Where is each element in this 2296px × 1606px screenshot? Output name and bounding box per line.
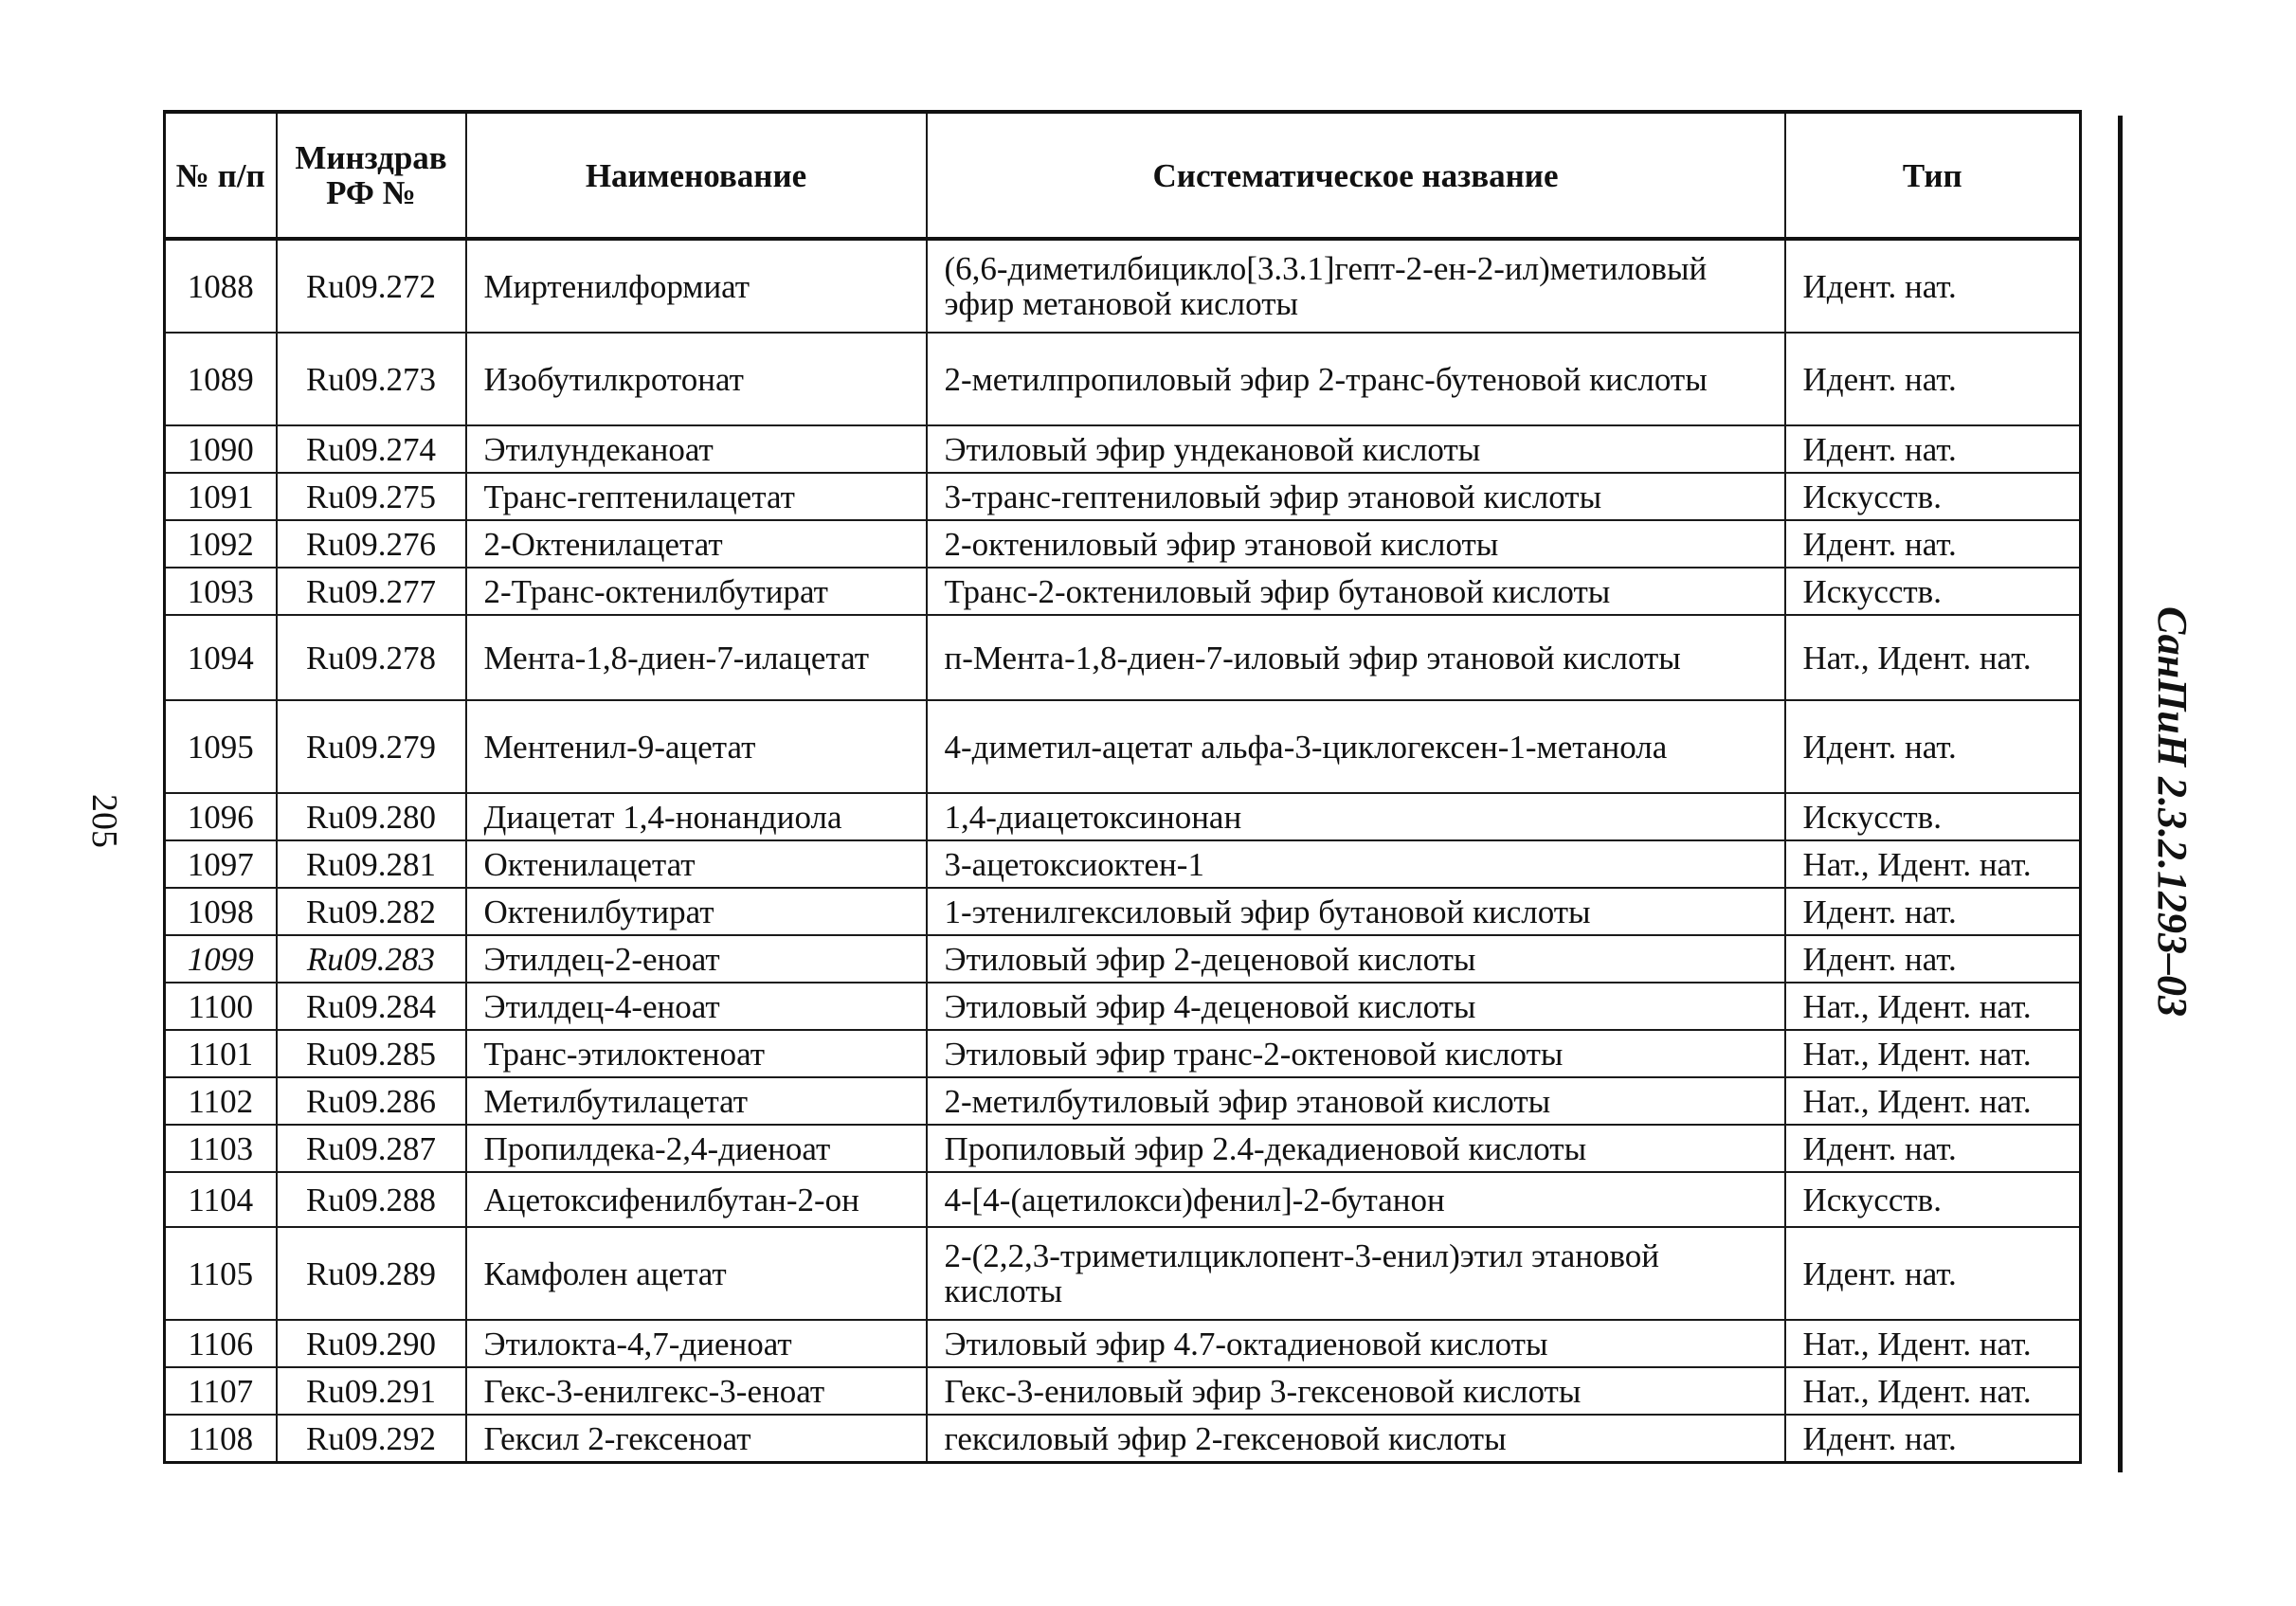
cell-name: Этилокта-4,7-диеноат — [466, 1320, 927, 1367]
cell-type: Нат., Идент. нат. — [1785, 1320, 2081, 1367]
cell-registration: Ru09.287 — [277, 1125, 466, 1172]
cell-registration: Ru09.284 — [277, 983, 466, 1030]
table-row — [165, 888, 2081, 935]
cell-number: 1106 — [165, 1320, 277, 1367]
cell-systematic-name: 4-диметил-ацетат альфа-3-циклогексен-1-метанола — [927, 700, 1785, 793]
cell-type: Нат., Идент. нат. — [1785, 983, 2081, 1030]
cell-type: Нат., Идент. нат. — [1785, 840, 2081, 888]
cell-registration: Ru09.280 — [277, 793, 466, 840]
cell-registration: Ru09.285 — [277, 1030, 466, 1077]
cell-number: 1089 — [165, 333, 277, 425]
cell-number: 1094 — [165, 615, 277, 700]
cell-number: 1104 — [165, 1172, 277, 1227]
cell-systematic-name: 1-этенилгексиловый эфир бутановой кислоты — [927, 888, 1785, 935]
table-row — [165, 793, 2081, 840]
cell-name: Ментенил-9-ацетат — [466, 700, 927, 793]
cell-registration: Ru09.288 — [277, 1172, 466, 1227]
cell-name: Октенилбутират — [466, 888, 927, 935]
table-row — [165, 1172, 2081, 1227]
cell-number: 1095 — [165, 700, 277, 793]
cell-name: Транс-этилоктеноат — [466, 1030, 927, 1077]
header-number: № п/п — [165, 112, 277, 239]
table-row — [165, 1030, 2081, 1077]
cell-name: Мента-1,8-диен-7-илацетат — [466, 615, 927, 700]
cell-name: Гекс-3-енилгекс-3-еноат — [466, 1367, 927, 1415]
cell-registration: Ru09.276 — [277, 520, 466, 568]
table-row — [165, 1125, 2081, 1172]
cell-registration: Ru09.281 — [277, 840, 466, 888]
cell-type: Искусств. — [1785, 793, 2081, 840]
cell-number: 1101 — [165, 1030, 277, 1077]
cell-name: 2-Транс-октенилбутират — [466, 568, 927, 615]
cell-registration: Ru09.278 — [277, 615, 466, 700]
margin-rule — [2118, 116, 2123, 1472]
cell-type: Идент. нат. — [1785, 1227, 2081, 1320]
cell-name: Изобутилкротонат — [466, 333, 927, 425]
cell-systematic-name: Пропиловый эфир 2.4-декадиеновой кислоты — [927, 1125, 1785, 1172]
cell-type: Нат., Идент. нат. — [1785, 1030, 2081, 1077]
page-number: 205 — [84, 794, 124, 848]
cell-name: Диацетат 1,4-нонандиола — [466, 793, 927, 840]
cell-number: 1097 — [165, 840, 277, 888]
cell-number: 1102 — [165, 1077, 277, 1125]
cell-name: Метилбутилацетат — [466, 1077, 927, 1125]
cell-systematic-name: 3-ацетоксиоктен-1 — [927, 840, 1785, 888]
cell-systematic-name: Этиловый эфир 4.7-октадиеновой кислоты — [927, 1320, 1785, 1367]
cell-type: Искусств. — [1785, 1172, 2081, 1227]
cell-number: 1098 — [165, 888, 277, 935]
cell-systematic-name: 2-(2,2,3-триметилциклопент-3-енил)этил этановой кислоты — [927, 1227, 1785, 1320]
cell-number: 1108 — [165, 1415, 277, 1463]
table-row — [165, 1320, 2081, 1367]
cell-registration: Ru09.282 — [277, 888, 466, 935]
cell-registration: Ru09.286 — [277, 1077, 466, 1125]
cell-registration: Ru09.292 — [277, 1415, 466, 1463]
cell-type: Искусств. — [1785, 568, 2081, 615]
cell-type: Искусств. — [1785, 473, 2081, 520]
cell-systematic-name: Этиловый эфир 2-деценовой кислоты — [927, 935, 1785, 983]
cell-systematic-name: Этиловый эфир транс-2-октеновой кислоты — [927, 1030, 1785, 1077]
cell-name: Этилундеканоат — [466, 425, 927, 473]
cell-number: 1093 — [165, 568, 277, 615]
cell-registration: Ru09.279 — [277, 700, 466, 793]
cell-systematic-name: Гекс-3-ениловый эфир 3-гексеновой кислоты — [927, 1367, 1785, 1415]
table-row — [165, 1077, 2081, 1125]
cell-type: Идент. нат. — [1785, 935, 2081, 983]
cell-number: 1100 — [165, 983, 277, 1030]
cell-registration: Ru09.273 — [277, 333, 466, 425]
cell-registration: Ru09.277 — [277, 568, 466, 615]
cell-number: 1105 — [165, 1227, 277, 1320]
cell-number: 1103 — [165, 1125, 277, 1172]
substances-table — [163, 110, 2082, 1464]
table-row — [165, 615, 2081, 700]
cell-type: Нат., Идент. нат. — [1785, 1077, 2081, 1125]
table-row — [165, 1227, 2081, 1320]
cell-name: Ацетоксифенилбутан-2-он — [466, 1172, 927, 1227]
table-row — [165, 983, 2081, 1030]
cell-type: Идент. нат. — [1785, 239, 2081, 333]
cell-systematic-name: 1,4-диацетоксинонан — [927, 793, 1785, 840]
cell-systematic-name: 3-транс-гептениловый эфир этановой кислоты — [927, 473, 1785, 520]
cell-systematic-name: Этиловый эфир ундекановой кислоты — [927, 425, 1785, 473]
cell-number: 1092 — [165, 520, 277, 568]
cell-number: 1088 — [165, 239, 277, 333]
cell-name: Миртенилформиат — [466, 239, 927, 333]
table-row — [165, 1367, 2081, 1415]
cell-type: Нат., Идент. нат. — [1785, 1367, 2081, 1415]
header-type: Тип — [1785, 112, 2081, 239]
table-row — [165, 700, 2081, 793]
cell-name: Этилдец-4-еноат — [466, 983, 927, 1030]
cell-systematic-name: 2-метилбутиловый эфир этановой кислоты — [927, 1077, 1785, 1125]
table-header-row — [165, 112, 2081, 239]
table-row — [165, 1415, 2081, 1463]
table-row — [165, 333, 2081, 425]
table-row — [165, 935, 2081, 983]
header-systematic-name: Систематическое название — [927, 112, 1785, 239]
table-row — [165, 840, 2081, 888]
cell-type: Идент. нат. — [1785, 1125, 2081, 1172]
cell-type: Идент. нат. — [1785, 700, 2081, 793]
cell-number: 1091 — [165, 473, 277, 520]
cell-number: 1099 — [165, 935, 277, 983]
table-row — [165, 520, 2081, 568]
cell-number: 1107 — [165, 1367, 277, 1415]
cell-type: Идент. нат. — [1785, 888, 2081, 935]
cell-registration: Ru09.289 — [277, 1227, 466, 1320]
cell-registration: Ru09.291 — [277, 1367, 466, 1415]
cell-type: Нат., Идент. нат. — [1785, 615, 2081, 700]
table-row — [165, 239, 2081, 333]
table-row — [165, 568, 2081, 615]
document-side-title: СанПиН 2.3.2.1293–03 — [2149, 606, 2196, 1017]
cell-name: Октенилацетат — [466, 840, 927, 888]
cell-systematic-name: 4-[4-(ацетилокси)фенил]-2-бутанон — [927, 1172, 1785, 1227]
table-row — [165, 473, 2081, 520]
cell-registration: Ru09.272 — [277, 239, 466, 333]
cell-number: 1096 — [165, 793, 277, 840]
cell-systematic-name: Транс-2-октениловый эфир бутановой кислоты — [927, 568, 1785, 615]
cell-type: Идент. нат. — [1785, 425, 2081, 473]
cell-registration: Ru09.274 — [277, 425, 466, 473]
cell-systematic-name: 2-метилпропиловый эфир 2-транс-бутеновой кислоты — [927, 333, 1785, 425]
cell-systematic-name: (6,6-диметилбицикло[3.3.1]гепт-2-ен-2-ил)метиловый эфир метановой кислоты — [927, 239, 1785, 333]
cell-type: Идент. нат. — [1785, 333, 2081, 425]
cell-name: Камфолен ацетат — [466, 1227, 927, 1320]
cell-name: 2-Октенилацетат — [466, 520, 927, 568]
cell-registration: Ru09.275 — [277, 473, 466, 520]
cell-name: Этилдец-2-еноат — [466, 935, 927, 983]
cell-systematic-name: п-Мента-1,8-диен-7-иловый эфир этановой кислоты — [927, 615, 1785, 700]
cell-type: Идент. нат. — [1785, 1415, 2081, 1463]
header-registration: Минздрав РФ № — [277, 112, 466, 239]
cell-type: Идент. нат. — [1785, 520, 2081, 568]
cell-name: Пропилдека-2,4-диеноат — [466, 1125, 927, 1172]
cell-systematic-name: 2-октениловый эфир этановой кислоты — [927, 520, 1785, 568]
cell-systematic-name: гексиловый эфир 2-гексеновой кислоты — [927, 1415, 1785, 1463]
cell-registration: Ru09.283 — [277, 935, 466, 983]
cell-systematic-name: Этиловый эфир 4-деценовой кислоты — [927, 983, 1785, 1030]
table-row — [165, 425, 2081, 473]
cell-number: 1090 — [165, 425, 277, 473]
cell-registration: Ru09.290 — [277, 1320, 466, 1367]
cell-name: Гексил 2-гексеноат — [466, 1415, 927, 1463]
cell-name: Транс-гептенилацетат — [466, 473, 927, 520]
header-name: Наименование — [466, 112, 927, 239]
